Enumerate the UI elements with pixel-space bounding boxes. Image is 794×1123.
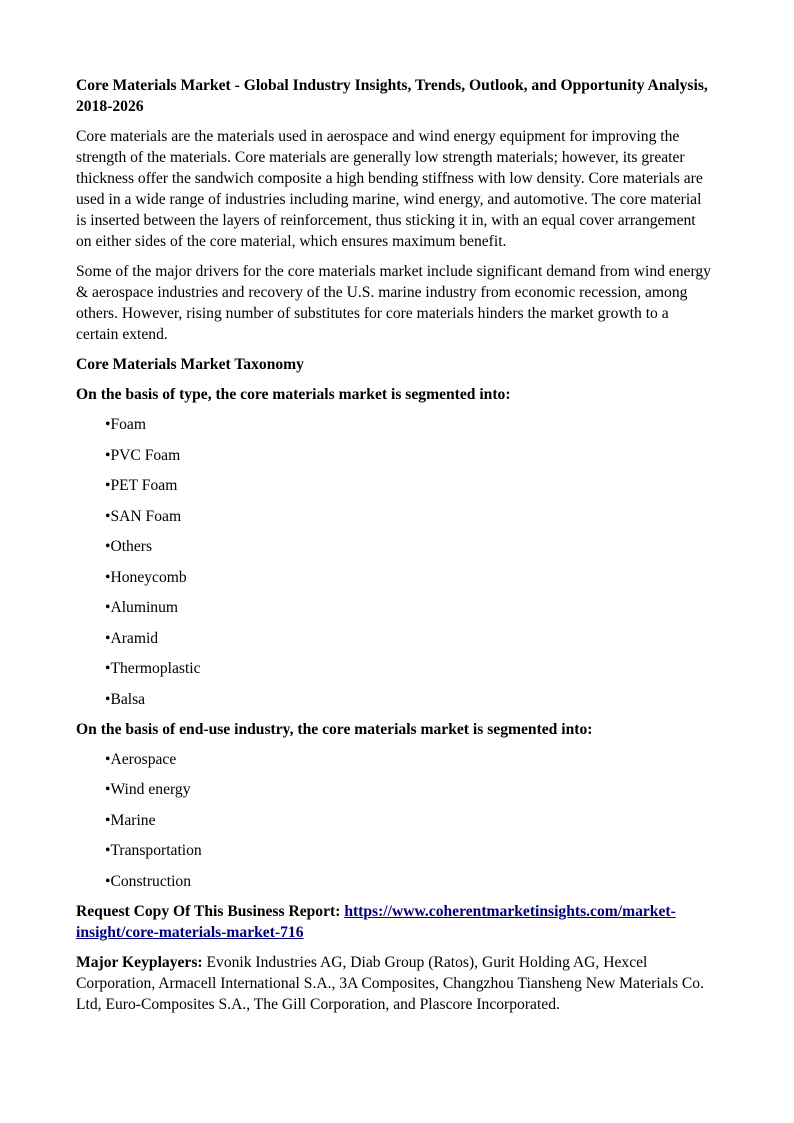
- keyplayers-paragraph: [76, 952, 712, 1015]
- document-title: Core Materials Market - Global Industry Insights, Trends, Outlook, and Opportunity Analysis, 2018-2026: [76, 77, 708, 115]
- list-item: •Aluminum: [105, 599, 179, 616]
- taxonomy-heading: Core Materials Market Taxonomy: [76, 356, 304, 373]
- list-item: •PVC Foam: [105, 446, 181, 464]
- request-copy-label: Request Copy Of This Business Report:: [76, 902, 345, 920]
- list-item: •Honeycomb: [105, 568, 187, 586]
- enduse-segment-heading: On the basis of end-use industry, the core materials market is segmented into:: [76, 720, 593, 738]
- list-item: •Foam: [105, 416, 146, 433]
- document-page: [76, 75, 712, 1024]
- list-item: •PET Foam: [105, 477, 178, 494]
- list-item: •Balsa: [105, 690, 146, 708]
- list-item: •SAN Foam: [105, 507, 182, 525]
- type-segment-list: [76, 414, 712, 710]
- keyplayers-label: Major Keyplayers:: [76, 953, 203, 971]
- drivers-paragraph: Some of the major drivers for the core materials market include significant demand from wind energy & aerospace industries and recovery of the U.S. marine industry from economic recession, among others. However, rising number of substitutes for core materials hinders the market growth to a certain extend.: [76, 263, 711, 343]
- report-link[interactable]: https://www.coherentmarketinsights.com/market-insight/core-materials-market-716: [76, 902, 676, 941]
- list-item: •Others: [105, 538, 153, 555]
- list-item: •Transportation: [105, 842, 202, 859]
- enduse-segment-list: [76, 749, 712, 892]
- list-item: •Aramid: [105, 629, 159, 647]
- list-item: •Aerospace: [105, 750, 177, 768]
- keyplayers-text: Evonik Industries AG, Diab Group (Ratos), Gurit Holding AG, Hexcel Corporation, Armacell International S.A., 3A Composites, Changzhou Tiansheng New Materials Co. Ltd, Euro-Composites S.A., The Gill Corporation, and Plascore Incorporated.: [76, 953, 705, 1013]
- intro-paragraph: Core materials are the materials used in aerospace and wind energy equipment for improving the strength of the materials. Core materials are generally low strength materials; however, its greater thickness offer the sandwich composite a high bending stiffness with low density. Core materials are used in a wide range of industries including marine, wind energy, and automotive. The core material is inserted between the layers of reinforcement, thus sticking it in, with an equal cover arrangement on either sides of the core material, which ensures maximum benefit.: [76, 128, 703, 250]
- type-segment-heading: On the basis of type, the core materials market is segmented into:: [76, 386, 511, 403]
- list-item: •Marine: [105, 811, 156, 829]
- list-item: •Wind energy: [105, 781, 191, 798]
- list-item: •Thermoplastic: [105, 660, 201, 677]
- list-item: •Construction: [105, 872, 192, 890]
- request-copy-paragraph: [76, 901, 712, 943]
